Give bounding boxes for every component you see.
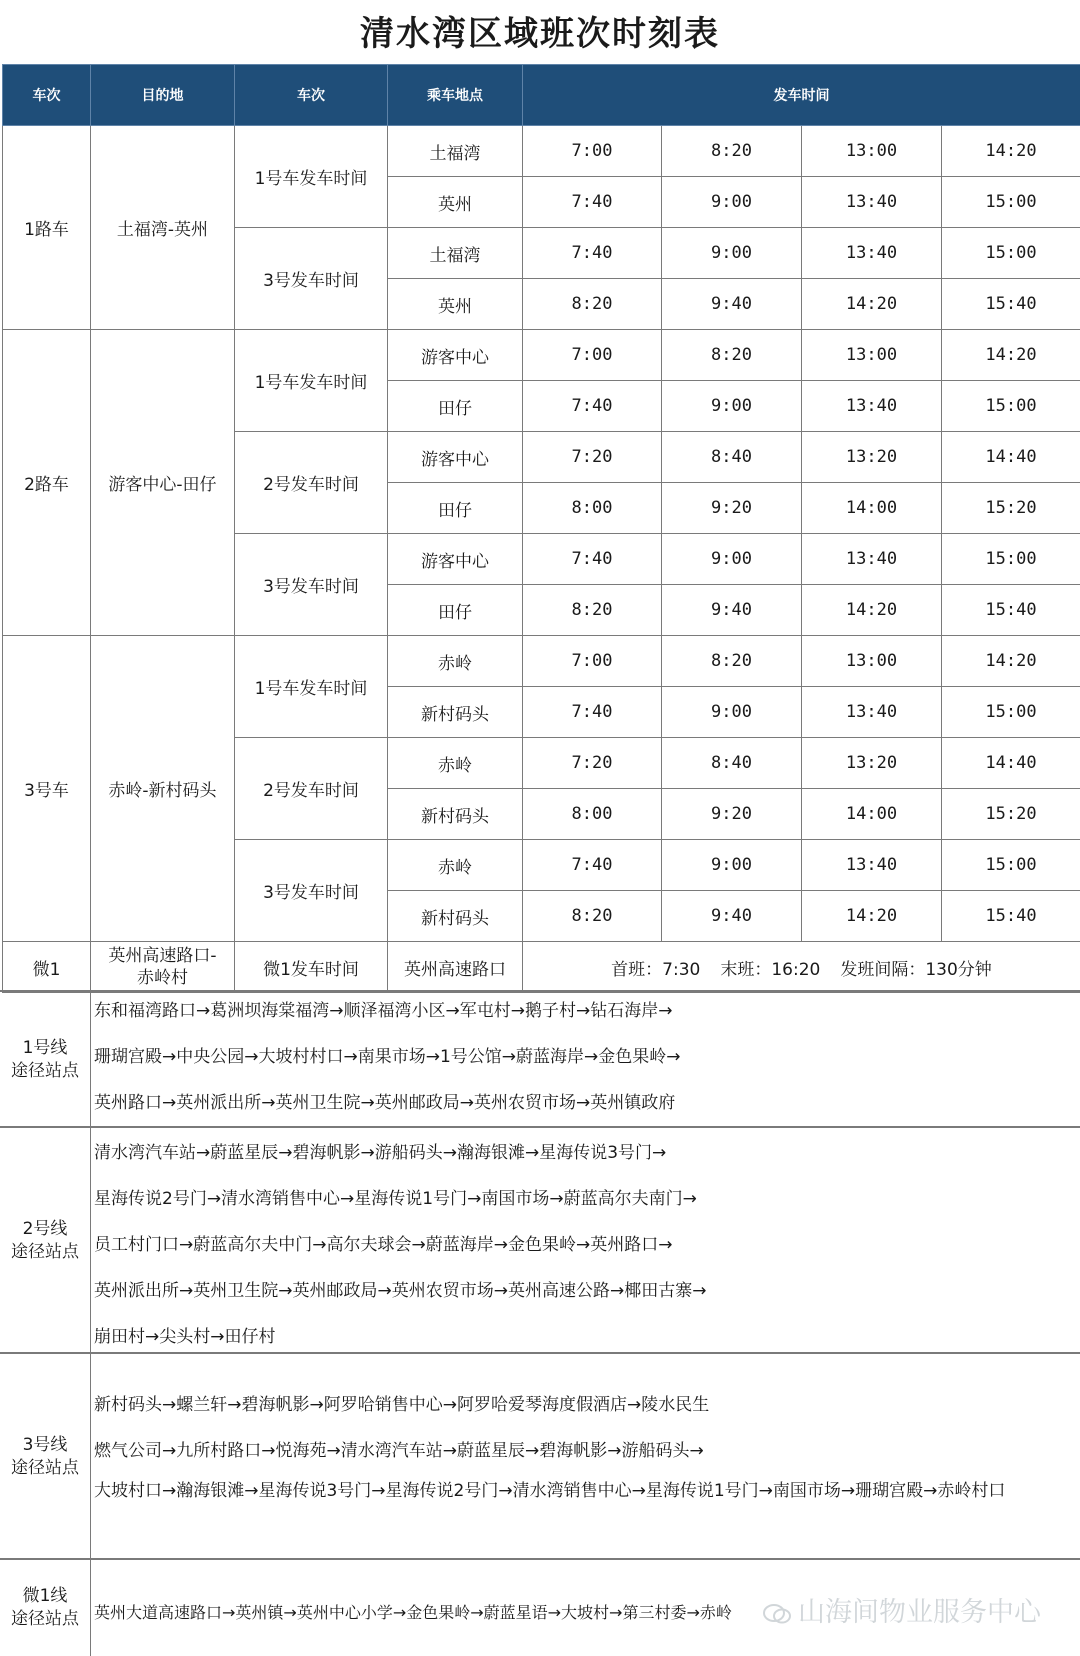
line-label-name: 2号线 [23,1219,68,1239]
header-shift: 车次 [235,65,388,126]
departure-time-cell: 15:40 [942,891,1080,942]
departure-time-cell: 9:40 [662,585,802,636]
line-label-name: 微1线 [23,1586,68,1606]
micro-shift: 微1发车时间 [235,942,388,993]
departure-time-cell: 13:00 [802,126,942,177]
departure-time-cell: 9:40 [662,279,802,330]
station-cell: 赤岭 [388,840,523,891]
route-destination: 游客中心-田仔 [91,330,235,636]
station-cell: 新村码头 [388,789,523,840]
departure-time-cell: 7:40 [523,534,662,585]
stop-line: 新村码头→螺兰轩→碧海帆影→阿罗哈销售中心→阿罗哈爱琴海度假酒店→陵水民生 [94,1390,1076,1415]
departure-time-cell: 13:20 [802,432,942,483]
timetable-body [3,126,1080,993]
departure-time-cell: 14:20 [802,279,942,330]
shift-label: 3号发车时间 [235,840,388,942]
station-cell: 新村码头 [388,891,523,942]
route-name: 1路车 [3,126,91,330]
departure-time-cell: 14:20 [942,330,1080,381]
stop-line: 东和福湾路口→葛洲坝海棠福湾→顺泽福湾小区→军屯村→鹅子村→钻石海岸→ [94,996,1076,1021]
departure-time-cell: 7:40 [523,840,662,891]
departure-time-cell: 9:00 [662,687,802,738]
shift-label: 1号车发车时间 [235,636,388,738]
micro-destination-line1: 英州高速路口- [108,946,216,966]
station-cell: 田仔 [388,381,523,432]
station-cell: 赤岭 [388,636,523,687]
station-cell: 赤岭 [388,738,523,789]
departure-time-cell: 8:20 [662,330,802,381]
stop-line: 燃气公司→九所村路口→悦海苑→清水湾汽车站→蔚蓝星辰→碧海帆影→游船码头→ [94,1436,1076,1461]
micro-info [523,942,1080,993]
departure-time-cell: 15:00 [942,534,1080,585]
line-2-section [0,1126,1080,1354]
shift-label: 3号发车时间 [235,534,388,636]
departure-time-cell: 9:00 [662,840,802,891]
watermark-text: 山海间物业服务中心 [798,1597,1041,1628]
page-title: 清水湾区域班次时刻表 [0,0,1080,64]
station-cell: 英州 [388,177,523,228]
departure-time-cell: 9:00 [662,534,802,585]
stop-line: 清水湾汽车站→蔚蓝星辰→碧海帆影→游船码头→瀚海银滩→星海传说3号门→ [94,1138,1076,1163]
line-2-label [0,1128,91,1354]
line-1-section [0,990,1080,1128]
departure-time-cell: 8:40 [662,432,802,483]
micro-row [3,942,1080,993]
line-1-stops [94,992,1076,1128]
departure-time-cell: 9:20 [662,789,802,840]
departure-time-cell: 8:40 [662,738,802,789]
departure-time-cell: 13:40 [802,534,942,585]
departure-time-cell: 8:20 [662,636,802,687]
departure-time-cell: 14:00 [802,483,942,534]
departure-time-cell: 13:40 [802,840,942,891]
line-3-section [0,1352,1080,1560]
departure-time-cell: 13:40 [802,228,942,279]
route-stops-section [0,990,1080,1654]
departure-time-cell: 15:00 [942,840,1080,891]
departure-time-cell: 15:00 [942,687,1080,738]
departure-time-cell: 8:20 [523,891,662,942]
shift-label: 2号发车时间 [235,432,388,534]
station-cell: 新村码头 [388,687,523,738]
stop-line: 崩田村→尖头村→田仔村 [94,1322,1076,1347]
route-destination: 土福湾-英州 [91,126,235,330]
stop-line: 英州大道高速路口→英州镇→英州中心小学→金色果岭→蔚蓝星语→大坡村→第三村委→赤岭 [94,1600,1076,1623]
shift-label: 2号发车时间 [235,738,388,840]
departure-time-cell: 7:40 [523,177,662,228]
stop-line: 大坡村口→瀚海银滩→星海传说3号门→星海传说2号门→清水湾销售中心→星海传说1号门→南国市场→珊瑚宫殿→赤岭村口 [94,1480,1076,1503]
route-name: 2路车 [3,330,91,636]
wechat-icon [762,1603,792,1625]
departure-time-cell: 14:00 [802,789,942,840]
micro-interval: 发班间隔：130分钟 [840,960,991,980]
departure-time-cell: 7:00 [523,636,662,687]
stop-line: 英州派出所→英州卫生院→英州邮政局→英州农贸市场→英州高速公路→椰田古寨→ [94,1276,1076,1301]
departure-time-cell: 7:20 [523,738,662,789]
shift-label: 3号发车时间 [235,228,388,330]
micro-destination-line2: 赤岭村 [137,968,188,988]
departure-time-cell: 15:00 [942,177,1080,228]
micro-last: 末班：16:20 [720,960,820,980]
departure-time-cell: 9:00 [662,228,802,279]
line-1-label [0,992,91,1128]
station-cell: 游客中心 [388,534,523,585]
shift-label: 1号车发车时间 [235,126,388,228]
station-cell: 田仔 [388,483,523,534]
line-2-stops [94,1128,1076,1354]
departure-time-cell: 8:00 [523,483,662,534]
departure-time-cell: 9:00 [662,177,802,228]
departure-time-cell: 15:00 [942,228,1080,279]
line-label-sub: 途径站点 [11,1061,79,1081]
departure-time-cell: 9:00 [662,381,802,432]
line-label-name: 1号线 [23,1038,68,1058]
header-row [3,65,1080,126]
table-row [3,330,1080,381]
station-cell: 土福湾 [388,228,523,279]
header-station: 乘车地点 [388,65,523,126]
line-3-stops [94,1354,1076,1560]
line-label-name: 3号线 [23,1435,68,1455]
departure-time-cell: 8:20 [662,126,802,177]
header-route: 车次 [3,65,91,126]
line-3-label [0,1354,91,1560]
station-cell: 土福湾 [388,126,523,177]
timetable [2,64,1080,993]
departure-time-cell: 15:20 [942,483,1080,534]
departure-time-cell: 13:00 [802,636,942,687]
watermark [762,1590,1041,1629]
departure-time-cell: 15:00 [942,381,1080,432]
departure-time-cell: 14:20 [942,126,1080,177]
table-row [3,126,1080,177]
micro-destination [91,942,235,993]
departure-time-cell: 15:40 [942,585,1080,636]
departure-time-cell: 7:00 [523,126,662,177]
stop-line: 星海传说2号门→清水湾销售中心→星海传说1号门→南国市场→蔚蓝高尔夫南门→ [94,1184,1076,1209]
departure-time-cell: 14:20 [942,636,1080,687]
departure-time-cell: 14:40 [942,738,1080,789]
header-departure: 发车时间 [523,65,1080,126]
departure-time-cell: 7:40 [523,381,662,432]
station-cell: 英州 [388,279,523,330]
line-label-sub: 途径站点 [11,1458,79,1478]
route-destination: 赤岭-新村码头 [91,636,235,942]
stop-line: 珊瑚宫殿→中央公园→大坡村村口→南果市场→1号公馆→蔚蓝海岸→金色果岭→ [94,1042,1076,1067]
line-label-sub: 途径站点 [11,1609,79,1629]
departure-time-cell: 7:00 [523,330,662,381]
departure-time-cell: 15:20 [942,789,1080,840]
departure-time-cell: 15:40 [942,279,1080,330]
micro-name: 微1 [3,942,91,993]
shift-label: 1号车发车时间 [235,330,388,432]
line-label-sub: 途径站点 [11,1242,79,1262]
micro-first: 首班：7:30 [611,960,700,980]
departure-time-cell: 7:20 [523,432,662,483]
departure-time-cell: 14:20 [802,891,942,942]
station-cell: 田仔 [388,585,523,636]
departure-time-cell: 13:40 [802,381,942,432]
departure-time-cell: 13:20 [802,738,942,789]
departure-time-cell: 13:40 [802,687,942,738]
departure-time-cell: 13:00 [802,330,942,381]
header-destination: 目的地 [91,65,235,126]
departure-time-cell: 8:00 [523,789,662,840]
departure-time-cell: 9:40 [662,891,802,942]
departure-time-cell: 8:20 [523,279,662,330]
departure-time-cell: 9:20 [662,483,802,534]
micro-station: 英州高速路口 [388,942,523,993]
departure-time-cell: 7:40 [523,228,662,279]
departure-time-cell: 13:40 [802,177,942,228]
departure-time-cell: 14:20 [802,585,942,636]
stop-line: 英州路口→英州派出所→英州卫生院→英州邮政局→英州农贸市场→英州镇政府 [94,1088,1076,1113]
line-micro-label [0,1560,91,1656]
stop-line: 员工村门口→蔚蓝高尔夫中门→高尔夫球会→蔚蓝海岸→金色果岭→英州路口→ [94,1230,1076,1255]
table-row [3,636,1080,687]
departure-time-cell: 7:40 [523,687,662,738]
station-cell: 游客中心 [388,330,523,381]
route-name: 3号车 [3,636,91,942]
departure-time-cell: 14:40 [942,432,1080,483]
station-cell: 游客中心 [388,432,523,483]
departure-time-cell: 8:20 [523,585,662,636]
